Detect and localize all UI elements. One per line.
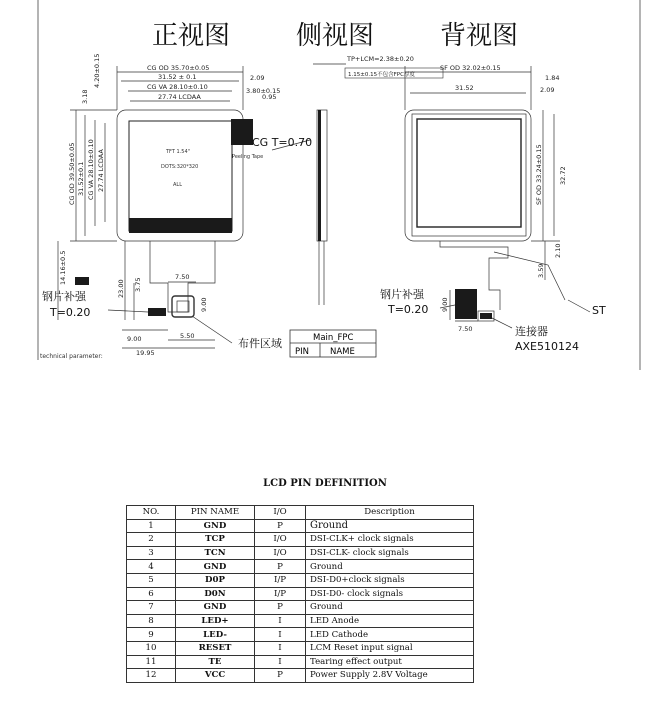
pin-name: LED+ xyxy=(176,614,255,628)
dim-1416: 14.16±0.5 xyxy=(59,250,67,285)
pin-no: 4 xyxy=(127,560,176,574)
peeling-tape xyxy=(231,119,253,145)
pin-no: 12 xyxy=(127,669,176,683)
side-view-title: 侧视图 xyxy=(296,21,375,51)
pin-description: LED Cathode xyxy=(306,628,474,642)
header-description: Description xyxy=(306,506,474,520)
component-leader xyxy=(192,316,232,343)
dim-h-cg-va: CG VA 28.10±0.10 xyxy=(87,139,95,200)
back-dim-h-3272: 32.72 xyxy=(559,166,567,185)
stiffener-thickness-front: T=0.20 xyxy=(50,306,91,319)
pin-description: Ground xyxy=(306,519,474,533)
pin-description: DSI-CLK+ clock signals xyxy=(306,533,474,547)
pin-no: 10 xyxy=(127,641,176,655)
pin-name: TE xyxy=(176,655,255,669)
pin-description: LED Anode xyxy=(306,614,474,628)
dim-h-3152: 31.52±0.1 xyxy=(77,161,85,196)
header-pin-name: PIN NAME xyxy=(176,506,255,520)
front-component-inner xyxy=(177,301,189,312)
screen-tft-label: TFT 1.54" xyxy=(166,149,190,155)
front-view-title: 正视图 xyxy=(152,21,231,51)
peeling-tape-label: Peeling Tape xyxy=(232,154,264,160)
pin-description: DSI-D0+clock signals xyxy=(306,573,474,587)
pin-no: 6 xyxy=(127,587,176,601)
dim-1995: 19.95 xyxy=(136,349,155,357)
connector-label: 连接器 xyxy=(515,325,548,338)
back-dim-900: 9.00 xyxy=(441,297,449,312)
dim-095: 0.95 xyxy=(262,93,277,101)
table-row xyxy=(127,573,474,587)
dim-h-lcdaa: 27.74 LCDAA xyxy=(97,149,105,192)
pin-name: GND xyxy=(176,560,255,574)
side-cover-layer xyxy=(318,110,321,241)
back-dim-sf-od: SF OD 32.02±0.15 xyxy=(440,64,501,72)
pin-no: 8 xyxy=(127,614,176,628)
side-fpc-note: 1.15±0.15不包含FPC厚度 xyxy=(348,72,415,78)
pin-io: I/P xyxy=(255,587,306,601)
pin-name: D0N xyxy=(176,587,255,601)
pin-io: I/O xyxy=(255,546,306,560)
pin-io: I/O xyxy=(255,533,306,547)
pin-io: P xyxy=(255,519,306,533)
header-no: NO. xyxy=(127,506,176,520)
pin-name: TCP xyxy=(176,533,255,547)
side-tp-lcm: TP+LCM=2.38±0.20 xyxy=(347,55,414,63)
main-fpc-table xyxy=(290,330,376,357)
pin-name: GND xyxy=(176,601,255,615)
pin-description: LCM Reset input signal xyxy=(306,641,474,655)
main-fpc-name: NAME xyxy=(330,347,355,357)
pin-io: P xyxy=(255,560,306,574)
pin-name: VCC xyxy=(176,669,255,683)
front-ic-band xyxy=(129,218,232,233)
pin-name: RESET xyxy=(176,641,255,655)
side-view xyxy=(313,64,346,305)
dim-900: 9.00 xyxy=(127,335,142,343)
pin-no: 5 xyxy=(127,573,176,587)
table-row xyxy=(127,655,474,669)
pin-description: Tearing effect output xyxy=(306,655,474,669)
table-row xyxy=(127,669,474,683)
dim-2300: 23.00 xyxy=(117,279,125,298)
front-stiffener-block xyxy=(148,308,166,316)
dim-cg-od: CG OD 35.70±0.05 xyxy=(147,64,210,72)
back-dim-184: 1.84 xyxy=(545,74,560,82)
front-active-area xyxy=(129,121,232,231)
pin-description: Ground xyxy=(306,601,474,615)
dim-420: 4.20±0.15 xyxy=(93,53,101,88)
back-dim-h-sf-od: SF OD 33.24±0.15 xyxy=(535,144,543,205)
pin-description: DSI-D0- clock signals xyxy=(306,587,474,601)
back-panel xyxy=(417,119,521,227)
back-view-title: 背视图 xyxy=(440,21,519,51)
pin-no: 9 xyxy=(127,628,176,642)
back-dim-210: 2.10 xyxy=(554,243,562,258)
table-row xyxy=(127,628,474,642)
pin-table-title: LCD PIN DEFINITION xyxy=(263,478,387,489)
pin-no: 3 xyxy=(127,546,176,560)
pin-io: I/P xyxy=(255,573,306,587)
component-area-label: 布件区域 xyxy=(238,337,282,350)
dim-209: 2.09 xyxy=(250,74,265,82)
main-fpc-title: Main_FPC xyxy=(313,333,354,343)
pin-io: I xyxy=(255,614,306,628)
table-row xyxy=(127,614,474,628)
table-row xyxy=(127,601,474,615)
stiffener-leader-front xyxy=(108,310,148,312)
st-label: ST xyxy=(592,304,606,317)
pin-name: GND xyxy=(176,519,255,533)
pin-no: 7 xyxy=(127,601,176,615)
cg-thickness-label: CG T=0.70 xyxy=(252,136,313,149)
dim-550: 5.50 xyxy=(180,332,195,340)
pin-no: 11 xyxy=(127,655,176,669)
dim-lcdaa: 27.74 LCDAA xyxy=(158,93,201,101)
pin-io: I xyxy=(255,628,306,642)
pin-description: Ground xyxy=(306,560,474,574)
dim-318: 3.18 xyxy=(81,89,89,104)
main-fpc-pin: PIN xyxy=(295,347,309,357)
pin-name: LED- xyxy=(176,628,255,642)
front-stiffener-mark xyxy=(75,277,89,285)
dim-900-vert: 9.00 xyxy=(200,297,208,312)
pin-definition-table xyxy=(126,505,474,683)
dim-3152: 31.52 ± 0.1 xyxy=(158,73,197,81)
pin-description: Power Supply 2.8V Voltage xyxy=(306,669,474,683)
back-dim-3152: 31.52 xyxy=(455,84,474,92)
pin-table-header-row xyxy=(127,506,474,520)
dim-cg-va: CG VA 28.10±0.10 xyxy=(147,83,208,91)
pin-io: P xyxy=(255,601,306,615)
back-dim-750: 7.50 xyxy=(458,325,473,333)
pin-io: P xyxy=(255,669,306,683)
dim-h-cg-od: CG OD 39.50±0.05 xyxy=(68,142,76,205)
table-row xyxy=(127,519,474,533)
connector-part-number: AXE510124 xyxy=(515,340,580,353)
back-dim-209: 2.09 xyxy=(540,86,555,94)
pin-description: DSI-CLK- clock signals xyxy=(306,546,474,560)
front-component-area xyxy=(172,296,194,317)
table-row xyxy=(127,641,474,655)
back-fpc-tail xyxy=(494,252,565,300)
pin-name: TCN xyxy=(176,546,255,560)
stiffener-label-front: 钢片补强 xyxy=(42,290,86,303)
pin-io: I xyxy=(255,641,306,655)
table-row xyxy=(127,533,474,547)
connector-body xyxy=(480,313,492,319)
pin-io: I xyxy=(255,655,306,669)
dim-750: 7.50 xyxy=(175,273,190,281)
screen-all-label: ALL xyxy=(173,182,182,188)
dim-375: 3.75 xyxy=(134,277,142,292)
st-leader xyxy=(568,300,590,312)
back-stiffener xyxy=(455,289,477,319)
stiffener-thickness-back: T=0.20 xyxy=(388,303,429,316)
pin-no: 1 xyxy=(127,519,176,533)
connector-leader xyxy=(492,318,512,328)
pin-no: 2 xyxy=(127,533,176,547)
back-dim-359: 3.59 xyxy=(537,263,545,278)
table-row xyxy=(127,546,474,560)
screen-dots-label: DOTS:320*320 xyxy=(161,164,199,170)
header-io: I/O xyxy=(255,506,306,520)
technical-parameter: technical parameter: xyxy=(40,353,103,360)
dim-380: 3.80±0.15 xyxy=(246,87,281,95)
pin-name: D0P xyxy=(176,573,255,587)
table-row xyxy=(127,587,474,601)
table-row xyxy=(127,560,474,574)
stiffener-label-back: 钢片补强 xyxy=(380,288,424,301)
